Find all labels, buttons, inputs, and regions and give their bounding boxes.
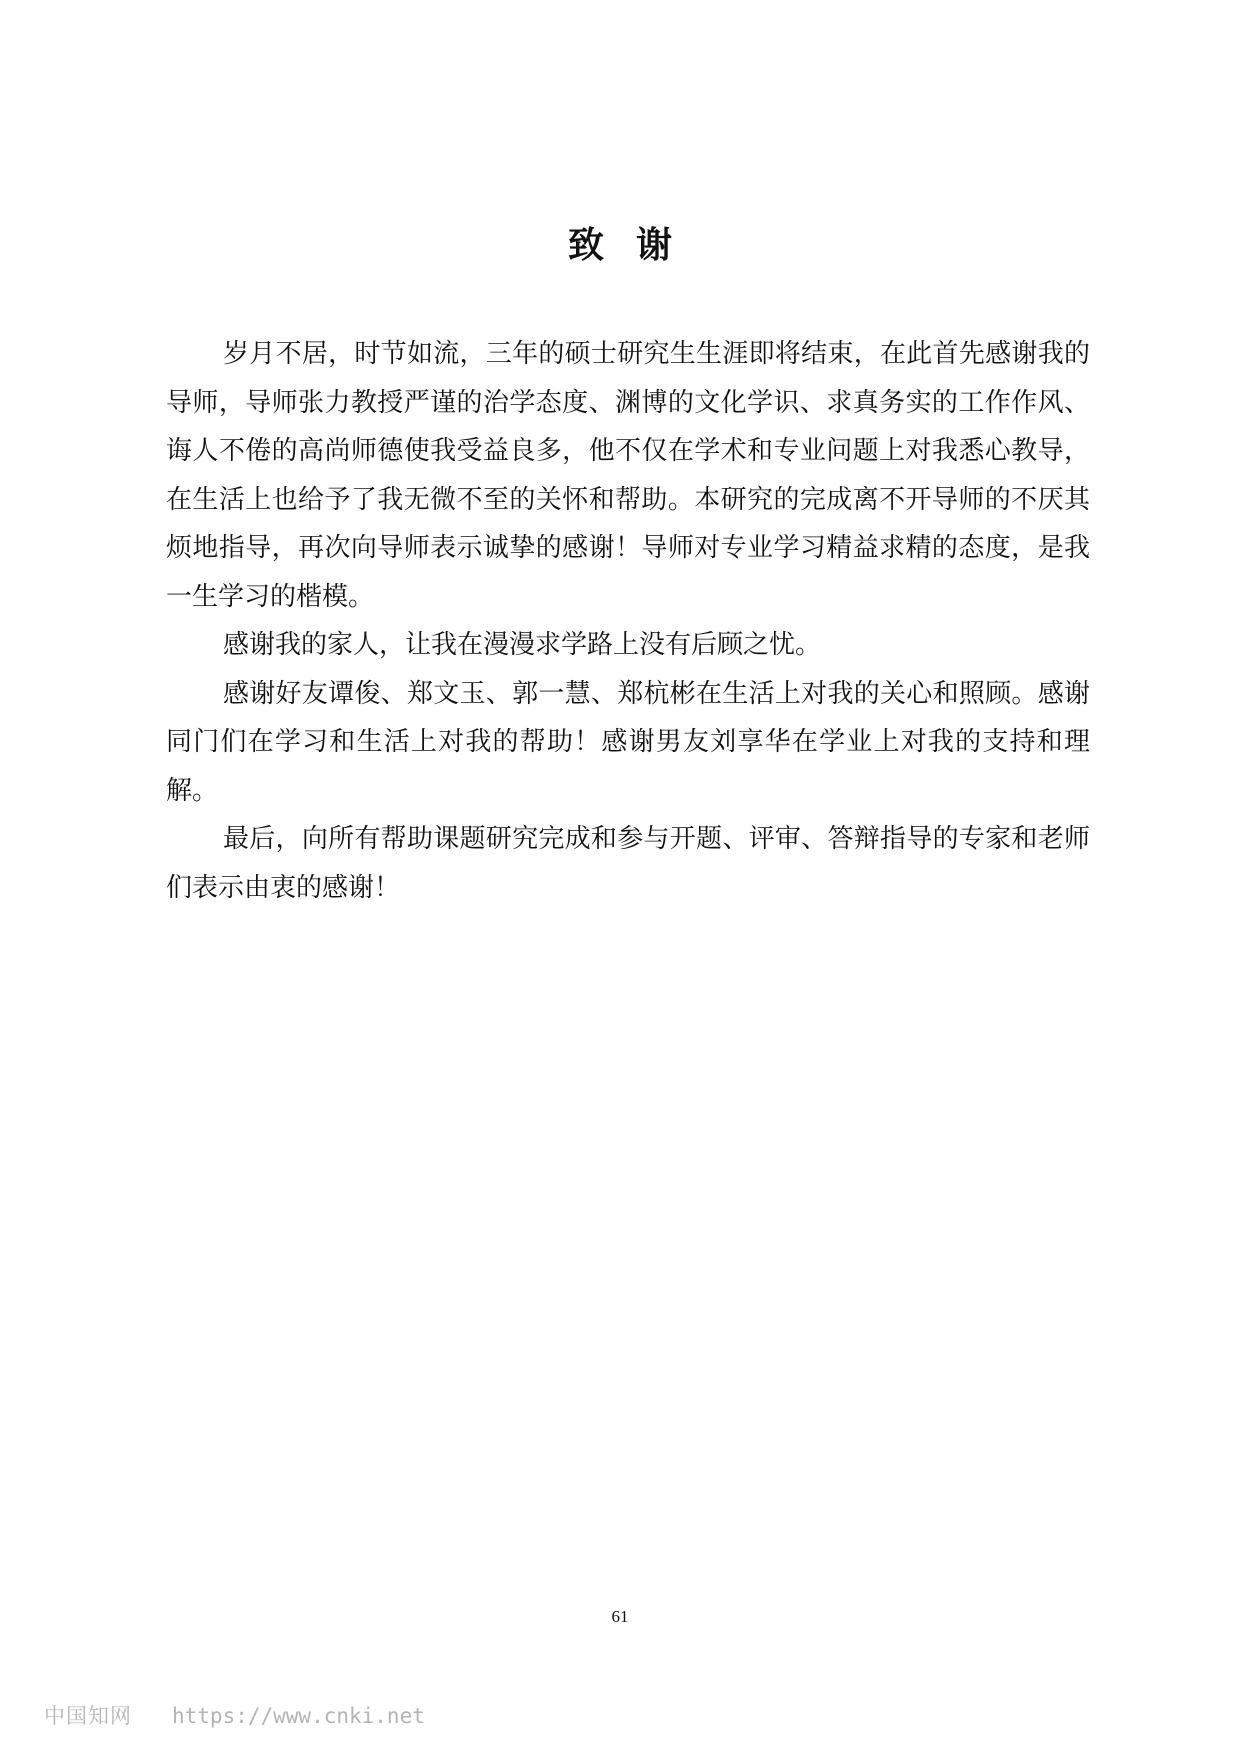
acknowledgement-body xyxy=(166,330,1090,912)
watermark-site-name: 中国知网 xyxy=(44,1704,132,1728)
paragraph-family: 感谢我的家人，让我在漫漫求学路上没有后顾之忧。 xyxy=(223,630,822,660)
page-number: 61 xyxy=(611,1607,629,1626)
paragraph-friends: 感谢好友谭俊、郑文玉、郭一慧、郑杭彬在生活上对我的关心和照顾。感谢同门们在学习和生活上对我的帮助！感谢男友刘享华在学业上对我的支持和理解。 xyxy=(166,678,1090,806)
watermark-url: https://www.cnki.net xyxy=(172,1704,425,1728)
cnki-watermark xyxy=(44,1702,425,1730)
page-title: 致谢 xyxy=(567,225,704,266)
paragraph-advisor: 岁月不居，时节如流，三年的硕士研究生生涯即将结束，在此首先感谢我的导师，导师张力教授严谨的治学态度、渊博的文化学识、求真务实的工作作风、诲人不倦的高尚师德使我受益良多，他不仅在学术和专业问题上对我悉心教导，在生活上也给予了我无微不至的关怀和帮助。本研究的完成离不开导师的不厌其烦地指导，再次向导师表示诚挚的感谢！导师对专业学习精益求精的态度，是我一生学习的楷模。 xyxy=(166,339,1090,612)
paragraph-closing: 最后，向所有帮助课题研究完成和参与开题、评审、答辩指导的专家和老师们表示由衷的感谢！ xyxy=(166,824,1090,903)
